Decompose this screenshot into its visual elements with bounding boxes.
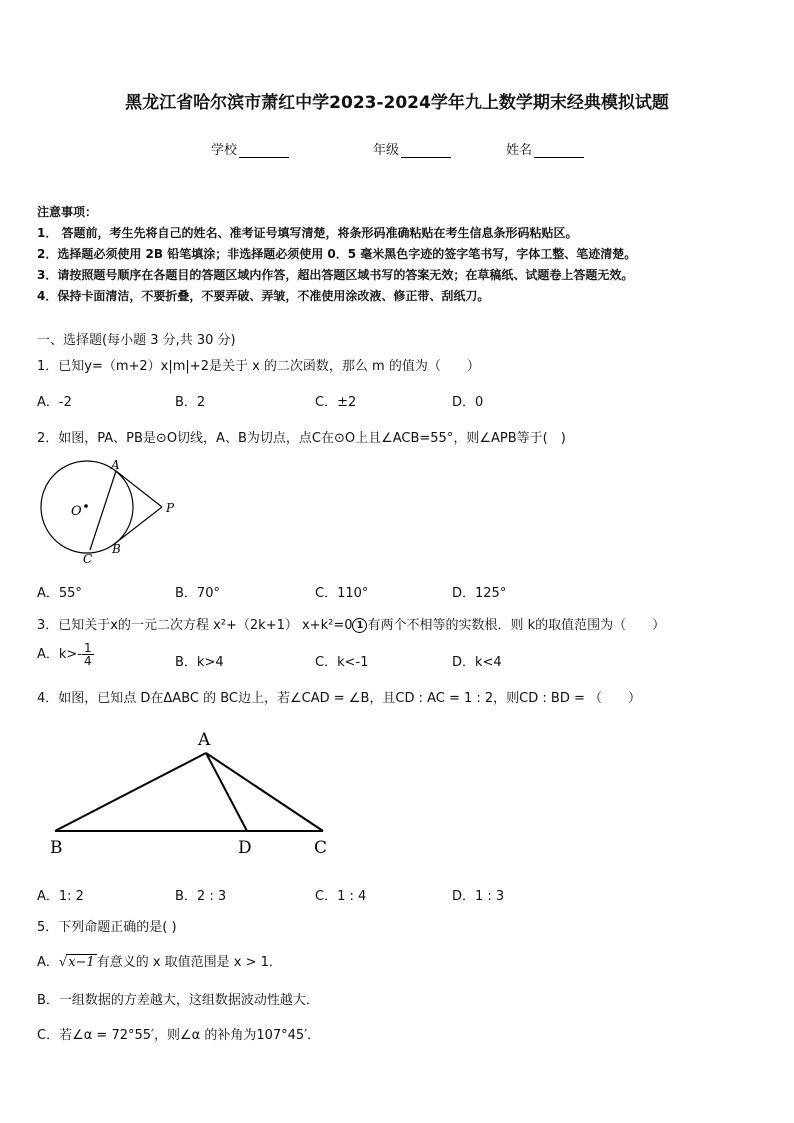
name-label: 姓名 — [506, 143, 533, 158]
q4-option-b: B．2 : 3 — [175, 889, 227, 904]
q4-label-b: B — [50, 838, 63, 858]
question-3-text — [37, 614, 665, 633]
q2-tangent-pa — [116, 471, 162, 507]
q2-label-a: A — [111, 458, 120, 472]
notes-heading: 注意事项： — [37, 205, 98, 219]
q4-side-ac — [206, 753, 323, 831]
q3-text-after: 有两个不相等的实数根．则 k的取值范围为（ ） — [367, 618, 666, 633]
question-1-text: 1．已知y=（m+2）x|m|+2是关于 x 的二次函数，那么 m 的值为（ ） — [37, 359, 480, 374]
q4-label-a: A — [198, 730, 211, 750]
q2-tangent-pb — [113, 507, 162, 545]
q3-circled-number: 1 — [352, 618, 367, 633]
q5-option-a-prefix: A． — [37, 955, 59, 970]
q4-option-a: A．1: 2 — [37, 889, 84, 904]
question-4-text: 4．如图，已知点 D在ΔABC 的 BC边上，若∠CAD = ∠B，且CD : AC = 1 : 2，则CD : BD = （ ） — [37, 691, 641, 706]
q4-segment-ad — [206, 753, 247, 831]
q3-text-before: 3．已知关于x的一元二次方程 x²+（2k+1） x+k²=0 — [37, 618, 353, 633]
q2-option-d: D．125° — [452, 586, 507, 601]
q3-option-a-fraction — [82, 642, 94, 667]
q2-circle-tangent-figure — [35, 455, 195, 570]
q3-option-a-prefix: A．k>- — [37, 647, 83, 662]
q2-center-dot — [84, 504, 88, 508]
note-item: 4．保持卡面清洁，不要折叠，不要弄破、弄皱，不准使用涂改液、修正带、刮纸刀。 — [37, 289, 490, 303]
question-5-text: 5．下列命题正确的是( ) — [37, 920, 177, 935]
school-label: 学校 — [211, 143, 238, 158]
section-heading: 一、选择题(每小题 3 分,共 30 分) — [37, 333, 236, 348]
note-item: 3．请按照题号顺序在各题目的答题区域内作答，超出答题区域书写的答案无效；在草稿纸、试题卷上答题无效。 — [37, 268, 634, 282]
note-item: 1． 答题前，考生先将自己的姓名、准考证号填写清楚，将条形码准确粘贴在考生信息条形码粘贴区。 — [37, 226, 578, 240]
fraction-denominator: 4 — [84, 654, 92, 668]
q1-option-d: D．0 — [452, 395, 484, 410]
q4-label-c: C — [314, 838, 328, 858]
page-title: 黑龙江省哈尔滨市萧红中学2023-2024学年九上数学期末经典模拟试题 — [125, 93, 669, 113]
q4-triangle-figure — [40, 725, 340, 860]
q2-label-c: C — [83, 552, 93, 566]
q5-option-c: C．若∠α = 72°55′，则∠α 的补角为107°45′． — [37, 1028, 321, 1043]
q2-option-c: C．110° — [315, 586, 369, 601]
q1-option-b: B．2 — [175, 395, 206, 410]
grade-blank — [401, 144, 451, 158]
q3-option-b: B．k>4 — [175, 655, 224, 670]
name-field — [506, 139, 584, 158]
q1-option-a: A．-2 — [37, 395, 72, 410]
q2-option-b: B．70° — [175, 586, 220, 601]
q3-option-a — [37, 642, 94, 667]
q4-label-d: D — [238, 838, 252, 858]
q4-option-c: C．1 : 4 — [315, 889, 367, 904]
q3-option-d: D．k<4 — [452, 655, 502, 670]
q2-label-o: O — [71, 504, 82, 519]
school-blank — [239, 144, 289, 158]
sqrt-icon: √ — [58, 955, 68, 970]
q1-option-c: C．±2 — [315, 395, 357, 410]
fraction-numerator: 1 — [84, 641, 92, 655]
q2-label-b: B — [112, 542, 121, 556]
q4-side-ab — [55, 753, 206, 831]
name-blank — [534, 144, 584, 158]
q5-option-a-radicand: x−1 — [68, 955, 95, 970]
note-item: 2．选择题必须使用 2B 铅笔填涂；非选择题必须使用 0．5 毫米黑色字迹的签字笔书写，字体工整、笔迹清楚。 — [37, 247, 637, 261]
q2-option-a: A．55° — [37, 586, 82, 601]
q5-option-a-rest: 有意义的 x 取值范围是 x > 1． — [96, 955, 282, 970]
grade-field — [373, 139, 451, 158]
question-2-text: 2．如图，PA、PB是⊙O切线，A、B为切点，点C在⊙O上且∠ACB=55°，则∠APB等于( ) — [37, 431, 566, 446]
grade-label: 年级 — [373, 143, 400, 158]
q4-option-d: D．1 : 3 — [452, 889, 505, 904]
q5-option-a — [37, 951, 282, 970]
q5-option-b: B．一组数据的方差越大，这组数据波动性越大． — [37, 993, 319, 1008]
q3-option-c: C．k<-1 — [315, 655, 369, 670]
q2-chord-ac — [90, 471, 116, 550]
q2-label-p: P — [166, 501, 175, 515]
school-field — [211, 139, 289, 158]
